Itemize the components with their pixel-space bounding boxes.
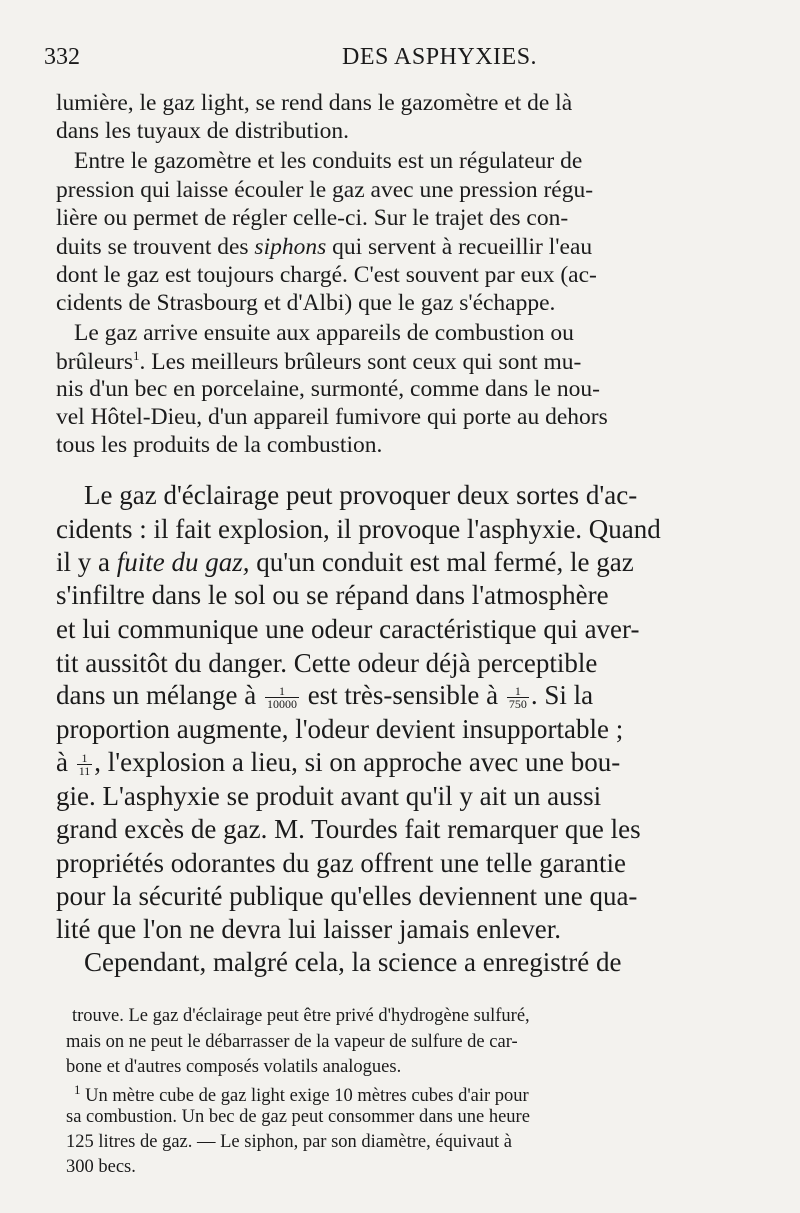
footnote-marker: 1 [74, 1082, 81, 1097]
text-line: Cependant, malgré cela, la science a enregistré de [84, 947, 622, 977]
text-line: propriétés odorantes du gaz offrent une telle garantie [56, 848, 627, 878]
page-number: 332 [44, 44, 80, 70]
text-line: dans un mélange à $\frac{1}{10000}$ est très-sensible à $\frac{1}{750}$ . Si la [56, 680, 594, 712]
footnote-line: 300 becs. [66, 1157, 136, 1177]
text-line: duits se trouvent des siphons qui servent à recueillir l'eau [56, 234, 593, 260]
text-line: Le gaz arrive ensuite aux appareils de combustion ou [74, 320, 574, 346]
fraction: $\frac{1}{10000}$ [266, 684, 297, 712]
footnote-line: trouve. Le gaz d'éclairage peut être privé d'hydrogène sulfuré, [72, 1006, 530, 1026]
text-line: dans les tuyaux de distribution. [56, 118, 350, 144]
text-line: dont le gaz est toujours chargé. C'est souvent par eux (ac- [56, 262, 597, 288]
text-line: Le gaz d'éclairage peut provoquer deux sortes d'ac- [84, 480, 638, 510]
text-line: brûleurs$^1$. Les meilleurs brûleurs sont ceux qui sont mu- [56, 348, 582, 375]
footnote-line: bone et d'autres composés volatils analogues. [66, 1057, 402, 1077]
footnote-line: mais on ne peut le débarrasser de la vapeur de sulfure de car- [66, 1032, 518, 1052]
text-line: s'infiltre dans le sol ou se répand dans l'atmosphère [56, 580, 609, 610]
running-title: DES ASPHYXIES. [342, 44, 538, 70]
fraction: $\frac{1}{11}$ [78, 751, 91, 779]
text-line: lière ou permet de régler celle-ci. Sur le trajet des con- [56, 205, 569, 231]
footnote-ref: 1 [133, 348, 140, 363]
footnote-line: sa combustion. Un bec de gaz peut consommer dans une heure [66, 1107, 530, 1127]
footnote-separator [56, 996, 756, 997]
text-line: cidents de Strasbourg et d'Albi) que le gaz s'échappe. [56, 290, 556, 316]
text-line: il y a fuite du gaz, qu'un conduit est mal fermé, le gaz [56, 547, 634, 577]
text-line: tit aussitôt du danger. Cette odeur déjà perceptible [56, 648, 598, 678]
text-line: grand excès de gaz. M. Tourdes fait remarquer que les [56, 814, 641, 844]
text-line: nis d'un bec en porcelaine, surmonté, comme dans le nou- [56, 376, 600, 402]
text-line: à $\frac{1}{11}$ , l'explosion a lieu, si on approche avec une bou- [56, 747, 621, 779]
text-line: pression qui laisse écouler le gaz avec une pression régu- [56, 177, 594, 203]
text-line: proportion augmente, l'odeur devient insupportable ; [56, 714, 624, 744]
text-line: vel Hôtel-Dieu, d'un appareil fumivore qui porte au dehors [56, 404, 608, 430]
fraction: $\frac{1}{750}$ [508, 684, 527, 712]
text-line: tous les produits de la combustion. [56, 432, 383, 458]
text-line: et lui communique une odeur caractéristique qui aver- [56, 614, 640, 644]
text-line: pour la sécurité publique qu'elles deviennent une qua- [56, 881, 638, 911]
running-header [44, 40, 760, 80]
text-line: lumière, le gaz light, se rend dans le gazomètre et de là [56, 90, 573, 116]
text-line: cidents : il fait explosion, il provoque l'asphyxie. Quand [56, 514, 661, 544]
text-line: Entre le gazomètre et les conduits est un régulateur de [74, 148, 583, 174]
footnote-line: 125 litres de gaz. — Le siphon, par son diamètre, équivaut à [66, 1132, 512, 1152]
text-line: lité que l'on ne devra lui laisser jamais enlever. [56, 914, 561, 944]
text-line: gie. L'asphyxie se produit avant qu'il y ait un aussi [56, 781, 602, 811]
footnote-line: $^1$ Un mètre cube de gaz light exige 10 mètres cubes d'air pour [74, 1082, 529, 1107]
